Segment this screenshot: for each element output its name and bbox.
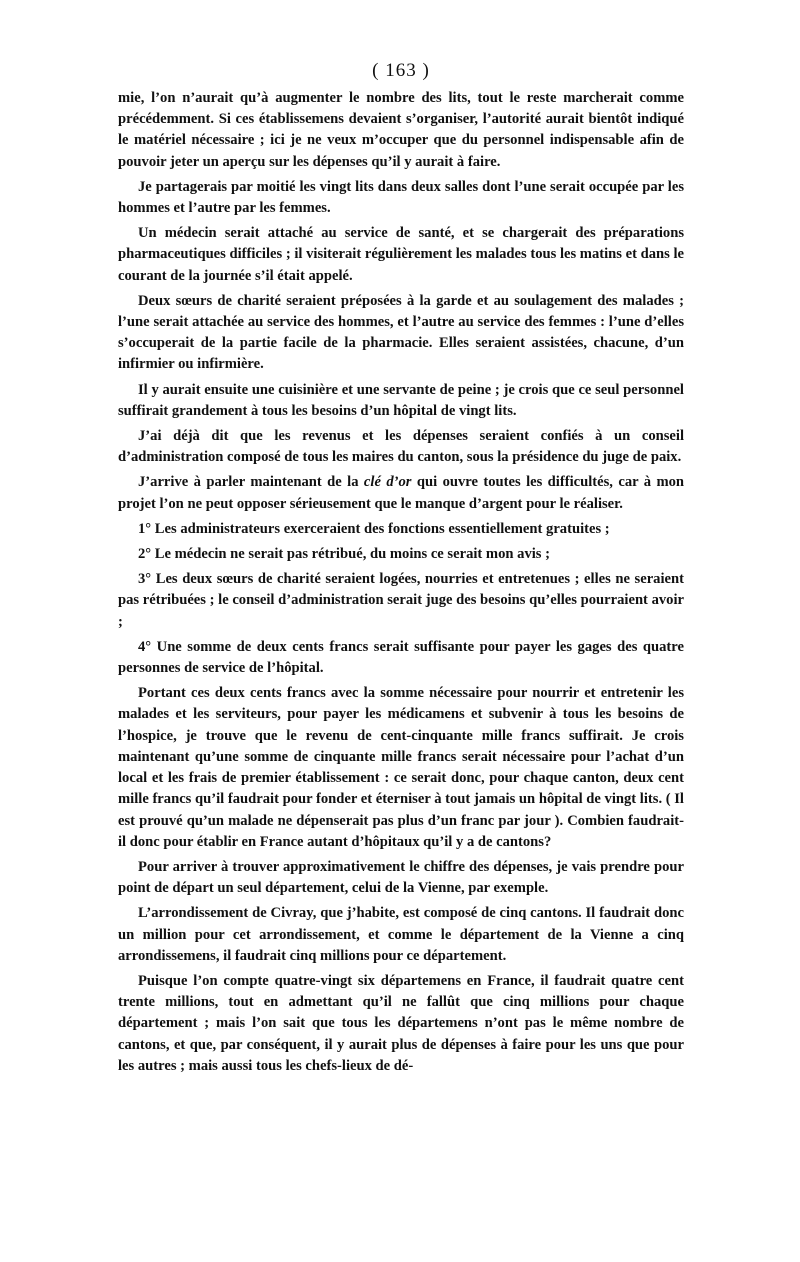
list-item-4: 4° Une somme de deux cents francs serait suffisante pour payer les gages des quatre personnes de service de l’hôpital. (118, 638, 684, 677)
list-item-2: 2° Le médecin ne serait pas rétribué, du moins ce serait mon avis ; (138, 546, 550, 563)
paragraph-2: Je partagerais par moitié les vingt lits dans deux salles dont l’une serait occupée par les hommes et l’autre par les femmes. (118, 178, 684, 217)
paragraph-3: Un médecin serait attaché au service de santé, et se chargerait des préparations pharmaceutiques difficiles ; il visiterait régulièrement les malades tous les matins et dans le courant de la journée s’il était appelé. (118, 225, 684, 284)
list-item-3: 3° Les deux sœurs de charité seraient logées, nourries et entretenues ; elles ne seraient pas rétribuées ; le conseil d’administration serait juge des besoins qu’elles pourraient avoir ; (118, 571, 684, 630)
paragraph-5: Il y aurait ensuite une cuisinière et une servante de peine ; je crois que ce seul personnel suffirait grandement à tous les besoins d’un hôpital de vingt lits. (118, 381, 684, 419)
paragraph-civray: L’arrondissement de Civray, que j’habite, est composé de cinq cantons. Il faudrait donc un million pour cet arrondissement, et comme le département de la Vienne a cinq arrondissemens, il faudrait cinq millions pour ce département. (118, 905, 684, 964)
paragraph-departements: Puisque l’on compte quatre-vingt six départemens en France, il faudrait quatre cent trente millions, tout en admettant qu’il ne fallût que cinq millions pour chaque département ; mais l’on sait que tous les départemens n’ont pas le même nombre de cantons, et que, par conséquent, il y aurait plus de dépenses à faire pour les uns que pour les autres ; mais aussi tous les chefs-lieux de dé- (118, 972, 684, 1074)
book-page (118, 58, 684, 1081)
paragraph-1: mie, l’on n’aurait qu’à augmenter le nombre des lits, tout le reste marcherait comme précédemment. Si ces établissemens devaient s’organiser, l’autorité aurait bientôt indiqué le matériel nécessaire ; ici je ne veux m’occuper que du personnel indispensable afin de pouvoir jeter un aperçu sur les dépenses qu’il y aurait à faire. (118, 90, 684, 170)
list-item-1: 1° Les administrateurs exerceraient des fonctions essentiellement gratuites ; (138, 520, 610, 537)
paragraph-cle-dor (118, 472, 684, 514)
paragraph-4: Deux sœurs de charité seraient préposées à la garde et au soulagement des malades ; l’une serait attachée au service des hommes, et l’autre au service des femmes : l’une d’elles s’occuperait de la partie facile de la pharmacie. Elles seraient assistées, chacune, d’un infirmier ou infirmière. (118, 292, 684, 373)
paragraph-vienne: Pour arriver à trouver approximativement le chiffre des dépenses, je vais prendre pour point de départ un seul département, celui de la Vienne, par exemple. (118, 858, 684, 897)
paragraph-6: J’ai déjà dit que les revenus et les dépenses seraient confiés à un conseil d’administration composé de tous les maires du canton, sous la présidence du juge de paix. (118, 428, 684, 466)
page-number: ( 163 ) (372, 60, 430, 81)
cle-dor-italic: clé d’or (363, 474, 412, 491)
paragraph-cle-before: J’arrive à parler maintenant de la (138, 474, 364, 491)
paragraph-costs: Portant ces deux cents francs avec la somme nécessaire pour nourrir et entretenir les malades et les serviteurs, pour payer les médicamens et subvenir à tous les besoins de l’hospice, je trouve que le revenu de cent-cinquante mille francs suffirait. Je crois maintenant qu’une somme de cinquante mille francs serait nécessaire pour l’achat d’un local et les frais de premier établissement : ce serait donc, pour chaque canton, deux cent mille francs qu’il faudrait pour fonder et éterniser à tout jamais un hôpital de vingt lits. ( Il est prouvé qu’un malade ne dépenserait pas plus d’un franc par jour ). Combien faudrait-il donc pour établir en France autant d’hôpitaux qu’il y a de cantons? (118, 685, 684, 850)
paragraph-cle-after: qui ouvre toutes les difficultés, car à mon projet l’on ne peut opposer sérieusement que le manque d’argent pour le réaliser. (118, 474, 685, 512)
